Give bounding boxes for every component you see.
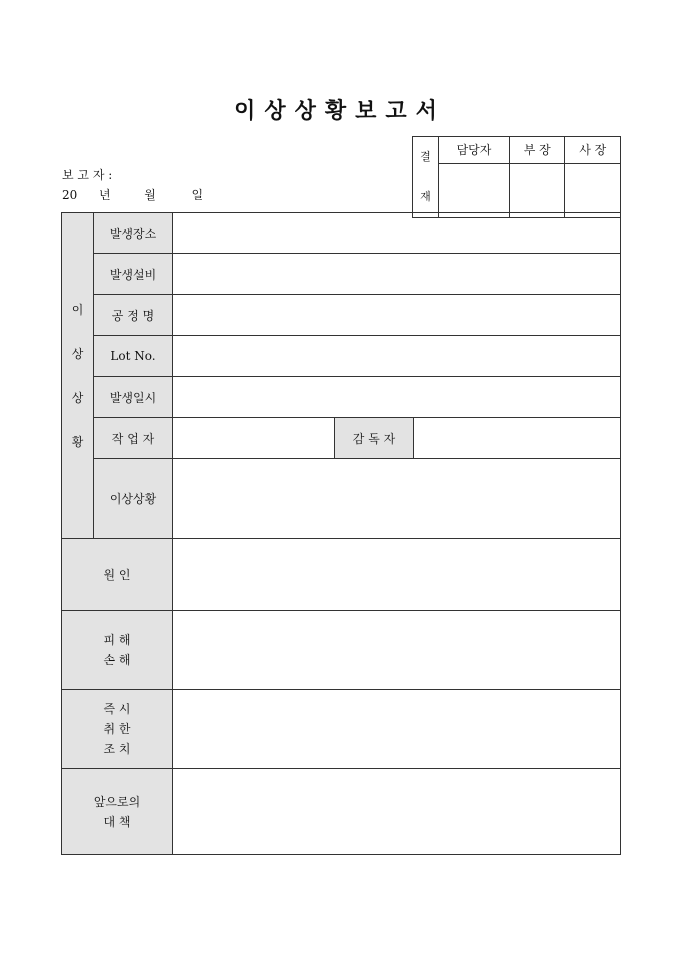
field-lot[interactable] [173,336,621,377]
year-prefix: 20 [62,188,78,202]
reporter-label: 보 고 자 : [62,168,113,182]
section-abnormal-situation: 이 상 상 황 [62,213,94,539]
field-cause[interactable] [173,539,621,611]
approval-label: 결 재 [413,137,439,218]
field-damage[interactable] [173,611,621,690]
label-lot: Lot No. [94,336,173,377]
field-worker[interactable] [173,418,335,459]
field-future-measure[interactable] [173,769,621,855]
label-situation: 이상상황 [94,459,173,539]
document-title: 이상상황보고서 [234,98,446,124]
label-cause: 원 인 [62,539,173,611]
approval-role-manager: 부 장 [509,137,565,164]
label-supervisor: 감 독 자 [335,418,414,459]
reporter-block [62,165,203,205]
field-datetime[interactable] [173,377,621,418]
approval-role-president: 사 장 [565,137,621,164]
field-supervisor[interactable] [414,418,621,459]
label-future-measure: 앞으로의 대 책 [62,769,173,855]
month-unit: 월 [144,188,156,202]
field-location[interactable] [173,213,621,254]
label-immediate-action: 즉 시 취 한 조 치 [62,690,173,769]
year-unit: 년 [98,188,111,202]
label-worker: 작 업 자 [94,418,173,459]
field-equipment[interactable] [173,254,621,295]
label-equipment: 발생설비 [94,254,173,295]
field-process[interactable] [173,295,621,336]
day-unit: 일 [191,188,204,202]
signature-president[interactable] [565,163,621,217]
approval-role-staff: 담당자 [439,137,510,164]
label-datetime: 발생일시 [94,377,173,418]
report-date [62,185,203,205]
report-form [61,212,621,855]
signature-manager[interactable] [509,163,565,217]
label-process: 공 정 명 [94,295,173,336]
approval-box [412,136,621,218]
label-damage: 피 해 손 해 [62,611,173,690]
signature-staff[interactable] [439,163,510,217]
field-immediate-action[interactable] [173,690,621,769]
label-location: 발생장소 [94,213,173,254]
field-situation[interactable] [173,459,621,539]
